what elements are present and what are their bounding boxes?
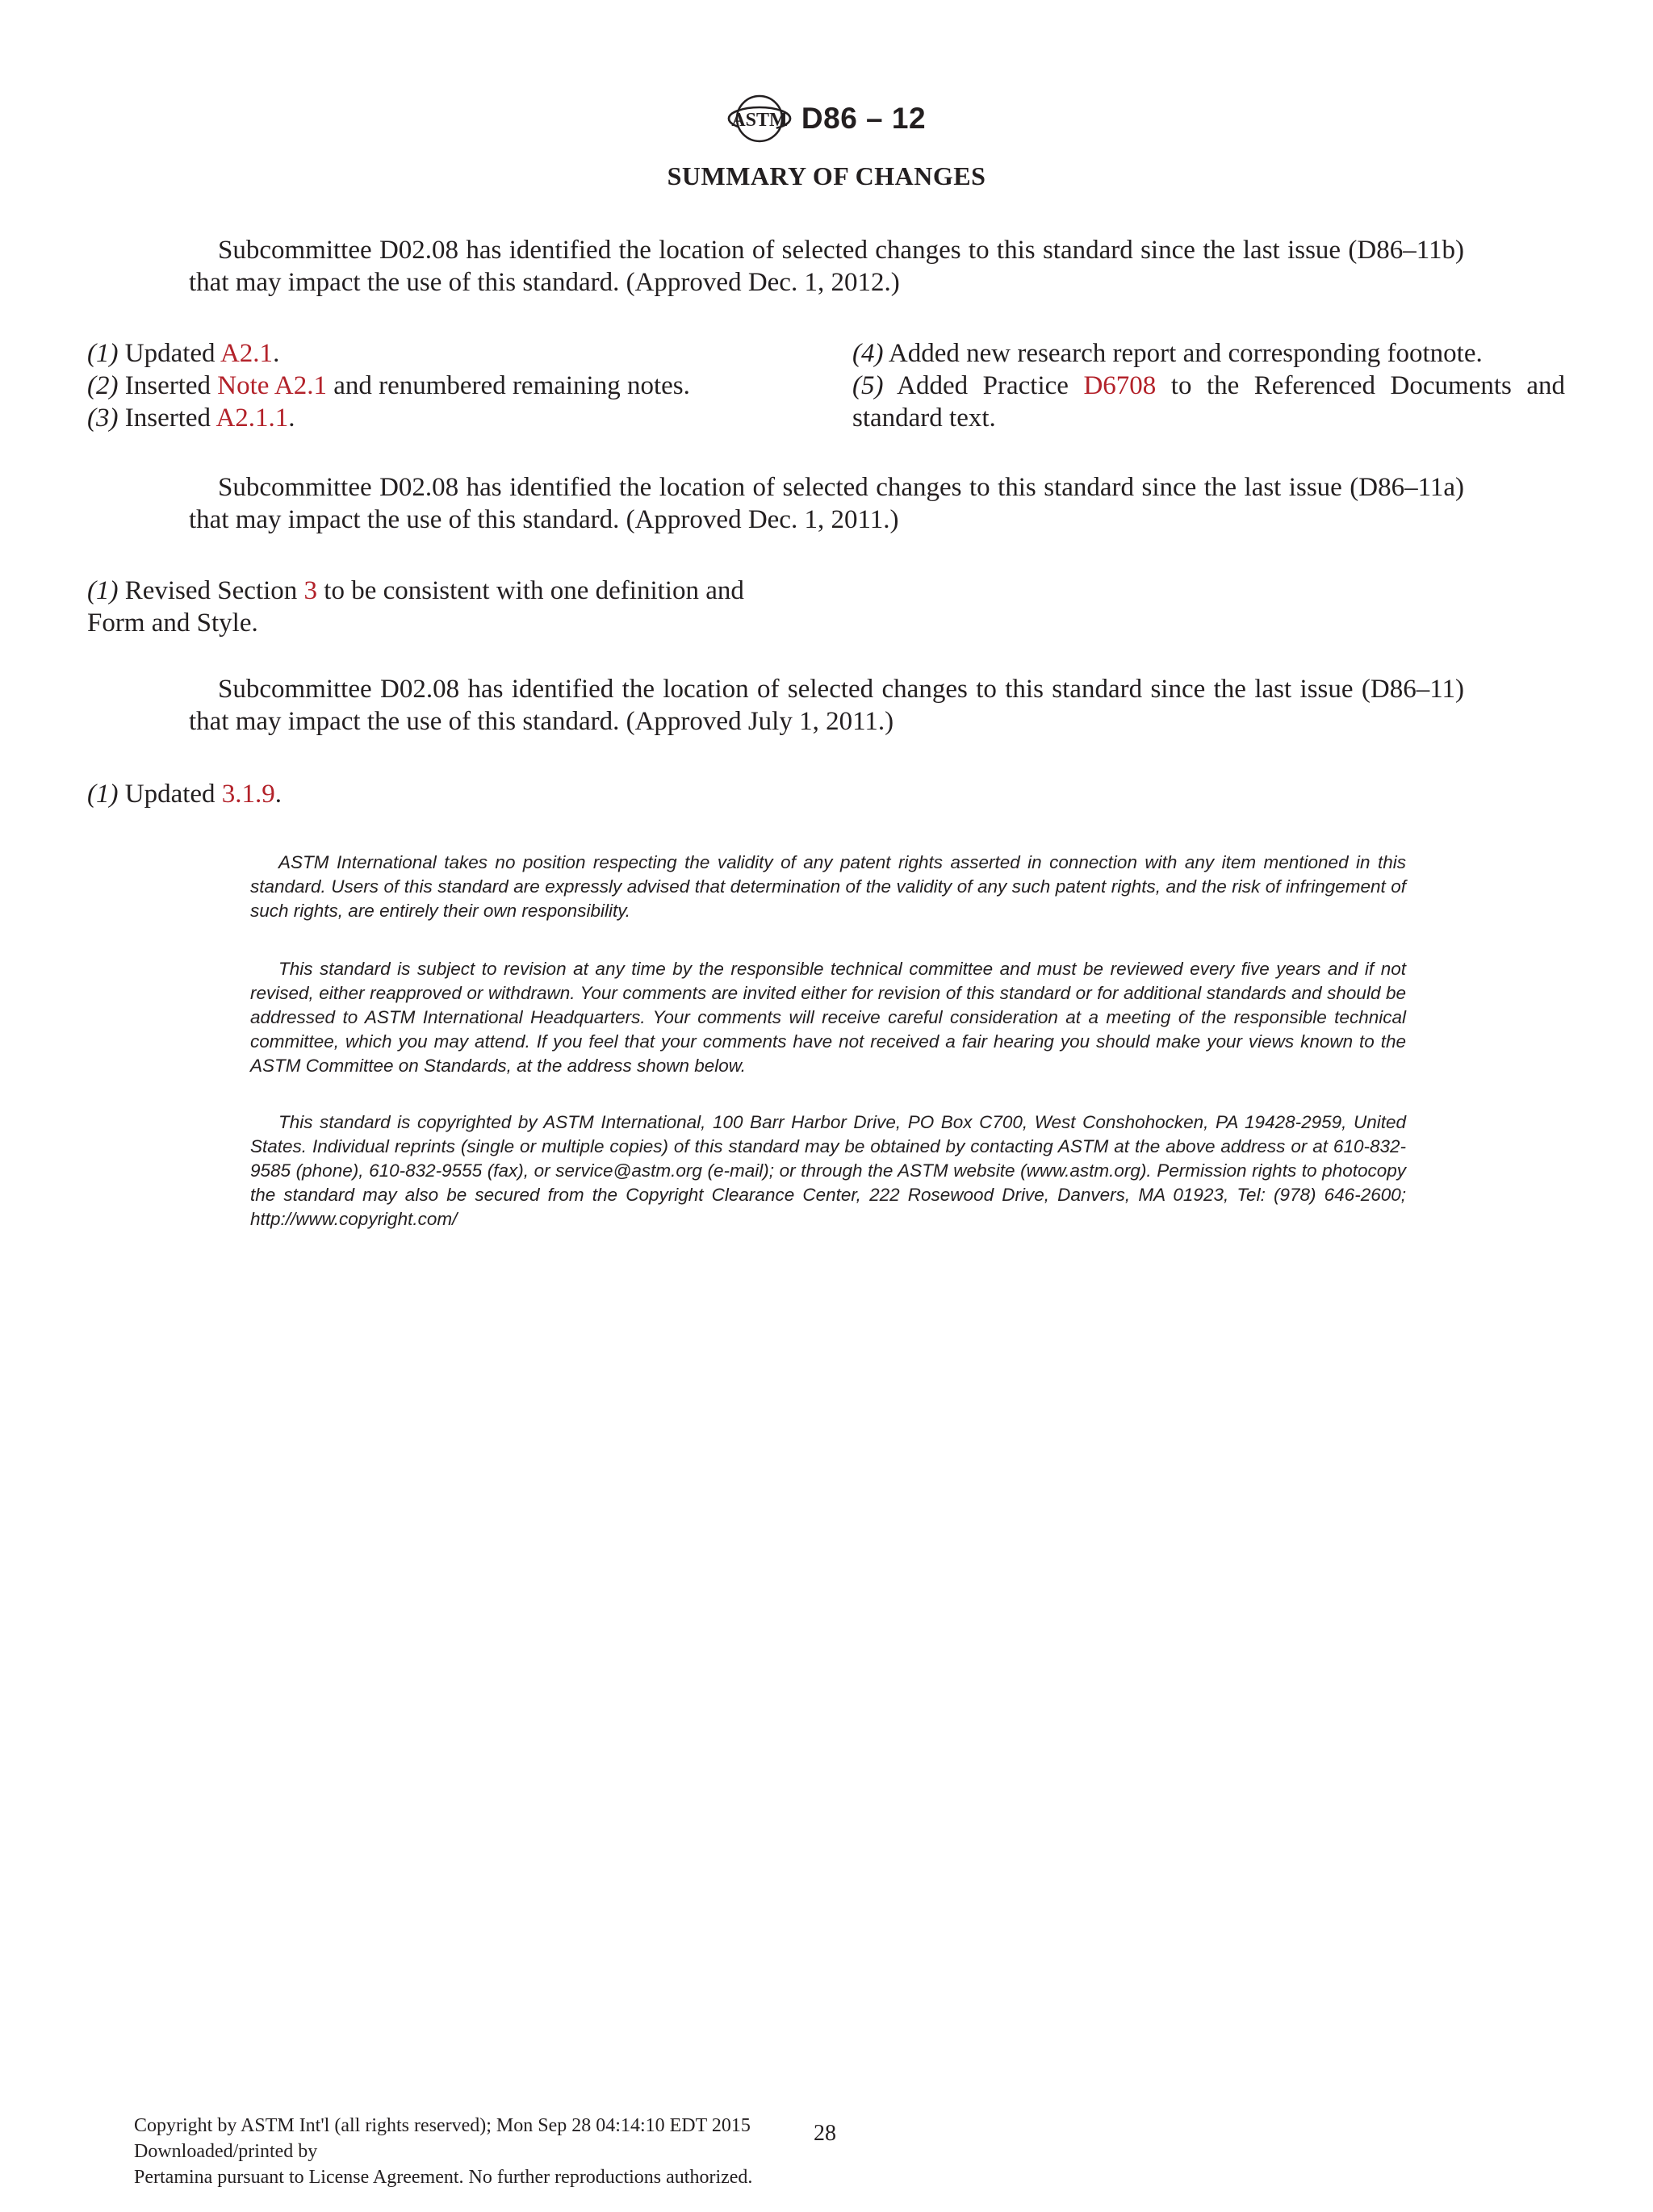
astm-logo xyxy=(727,90,792,147)
document-id: D86 – 12 xyxy=(801,102,927,135)
patent-notice: ASTM International takes no position respecting the validity of any patent rights asserted in connection with any item mentioned in this standard. Users of this standard are expressly advised that determination of the validity of any such patent rights, and the risk of infringement of such rights, are entirely their own responsibility. xyxy=(250,852,1406,921)
change-item: (1) Revised Section 3 to be consistent with one definition and Form and Style. xyxy=(87,576,744,638)
section-1-intro: Subcommittee D02.08 has identified the location of selected changes to this standard since the last issue (D86–11b) that may impact the use of this standard. (Approved Dec. 1, 2012.) xyxy=(189,236,1464,297)
change-item: (4) Added new research report and corresponding footnote. xyxy=(852,339,1483,368)
section-3-intro: Subcommittee D02.08 has identified the location of selected changes to this standard since the last issue (D86–11) that may impact the use of this standard. (Approved July 1, 2011.) xyxy=(189,675,1464,736)
revision-notice: This standard is subject to revision at any time by the responsible technical committee and must be reviewed every five years and if not revised, either reapproved or withdrawn. Your comments are invited either for revision of this standard or for additional standards and should be addressed to ASTM International Headquarters. Your comments will receive careful consideration at a meeting of the responsible technical committee, which you may attend. If you feel that your comments have not received a fair hearing you should make your views known to the ASTM Committee on Standards, at the address shown below. xyxy=(250,959,1406,1076)
reference-link[interactable]: A2.1 xyxy=(220,339,274,368)
section-2-items xyxy=(87,575,797,639)
page-header xyxy=(0,90,1653,147)
reference-link[interactable]: 3.1.9 xyxy=(221,780,275,809)
section-2-intro: Subcommittee D02.08 has identified the location of selected changes to this standard since the last issue (D86–11a) that may impact the use of this standard. (Approved Dec. 1, 2011.) xyxy=(189,473,1464,534)
reference-link[interactable]: 3 xyxy=(303,576,318,605)
page-title: SUMMARY OF CHANGES xyxy=(667,161,986,190)
section-1-left-column xyxy=(87,337,797,434)
footer-copyright: Copyright by ASTM Int'l (all rights reserved); Mon Sep 28 04:14:10 EDT 2015 xyxy=(134,2115,751,2136)
page-number: 28 xyxy=(814,2121,836,2146)
change-item: (1) Updated 3.1.9. xyxy=(87,780,282,809)
change-item: (2) Inserted Note A2.1 and renumbered remaining notes. xyxy=(87,371,690,400)
footer-license: Pertamina pursuant to License Agreement. No further reproductions authorized. xyxy=(134,2167,753,2188)
section-3-items xyxy=(87,778,797,810)
reference-link[interactable]: D6708 xyxy=(1083,371,1157,400)
reference-link[interactable]: Note A2.1 xyxy=(217,371,327,400)
footer-downloaded: Downloaded/printed by xyxy=(134,2141,318,2162)
change-item: (3) Inserted A2.1.1. xyxy=(87,404,295,433)
svg-text:ASTM: ASTM xyxy=(731,110,788,131)
change-item: (1) Updated A2.1. xyxy=(87,339,280,368)
change-item: (5) Added Practice D6708 to the Referenced Documents and standard text. xyxy=(852,371,1565,433)
reference-link[interactable]: A2.1.1 xyxy=(216,404,289,433)
copyright-notice: This standard is copyrighted by ASTM International, 100 Barr Harbor Drive, PO Box C700, West Conshohocken, PA 19428-2959, United States. Individual reprints (single or multiple copies) of this standard may be obtained by contacting ASTM at the above address or at 610-832-9585 (phone), 610-832-9555 (fax), or service@astm.org (e-mail); or through the ASTM website (www.astm.org). Permission rights to photocopy the standard may also be secured from the Copyright Clearance Center, 222 Rosewood Drive, Danvers, MA 01923, Tel: (978) 646-2600; http://www.copyright.com/ xyxy=(250,1112,1406,1229)
section-1-right-column xyxy=(852,337,1565,434)
